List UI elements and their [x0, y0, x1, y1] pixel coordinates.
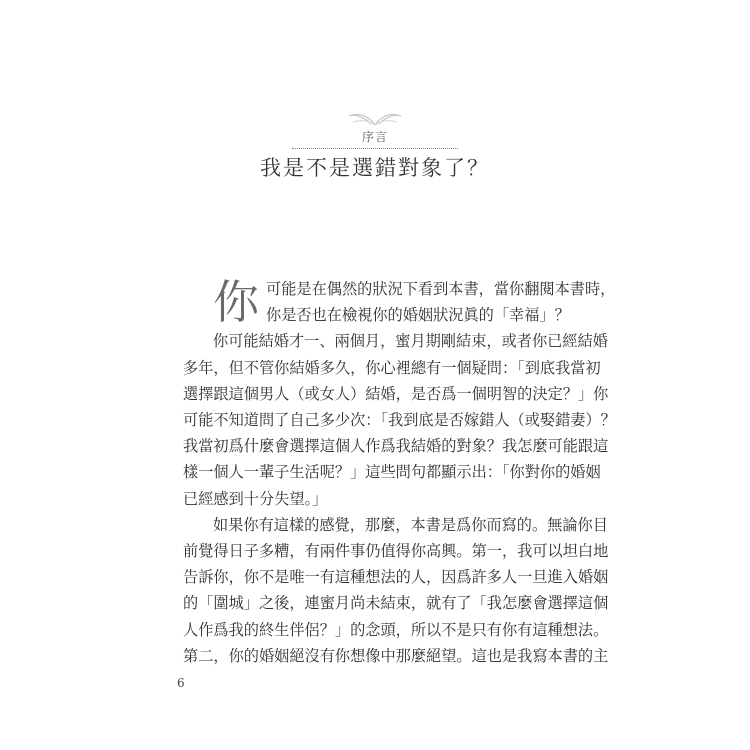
text-line: 你可能結婚才一、兩個月，蜜月期剛結束，或者你已經結婚 [213, 332, 608, 351]
paragraph-2 [183, 328, 616, 511]
paragraph-3 [183, 512, 609, 669]
text-line: 前覺得日子多糟，有兩件事仍值得你高興。第一，我可以坦白地 [183, 542, 609, 561]
text-line: 可能不知道問了自己多少次：「我到底是否嫁錯人（或娶錯妻）？ [183, 411, 616, 429]
text-line: 樣一個人一輩子生活呢？」這些問句都顯示出：「你對你的婚姻 [183, 463, 601, 482]
text-line: 選擇跟這個男人（或女人）結婚，是否爲一個明智的決定？」你 [183, 384, 609, 403]
text-line: 已經感到十分失望。」 [183, 489, 328, 508]
text-line: 多年，但不管你結婚多久，你心裡總有一個疑問：「到底我當初 [183, 358, 601, 377]
text-line: 第二，你的婚姻絕沒有你想像中那麼絕望。這也是我寫本書的主 [183, 646, 609, 665]
chapter-title: 我是不是選錯對象了？ [260, 156, 490, 180]
text-line: 人作爲我的終生伴侶？」的念頭，所以不是只有你有這種想法。 [183, 620, 609, 639]
drop-cap: 你 [213, 275, 259, 329]
paragraph-1 [183, 275, 616, 329]
body-text [183, 275, 616, 669]
text-line: 我當初爲什麼會選擇這個人作爲我結婚的對象？我怎麼可能跟這 [183, 437, 609, 456]
text-line: 如果你有這樣的感覺，那麼，本書是爲你而寫的。無論你目 [213, 515, 608, 534]
text-line: 你是否也在檢視你的婚姻狀況眞的「幸福」？ [266, 306, 570, 325]
dotted-divider [292, 148, 458, 149]
text-line: 告訴你，你不是唯一有這種想法的人，因爲許多人一旦進入婚姻 [183, 568, 609, 587]
flourish-ornament-icon [345, 108, 405, 128]
text-line: 的「圍城」之後，連蜜月尚未結束，就有了「我怎麼會選擇這個 [183, 594, 609, 613]
page-number: 6 [177, 676, 185, 690]
section-label: 序言 [361, 130, 388, 144]
text-line: 可能是在偶然的狀況下看到本書，當你翻閱本書時， [266, 280, 616, 298]
